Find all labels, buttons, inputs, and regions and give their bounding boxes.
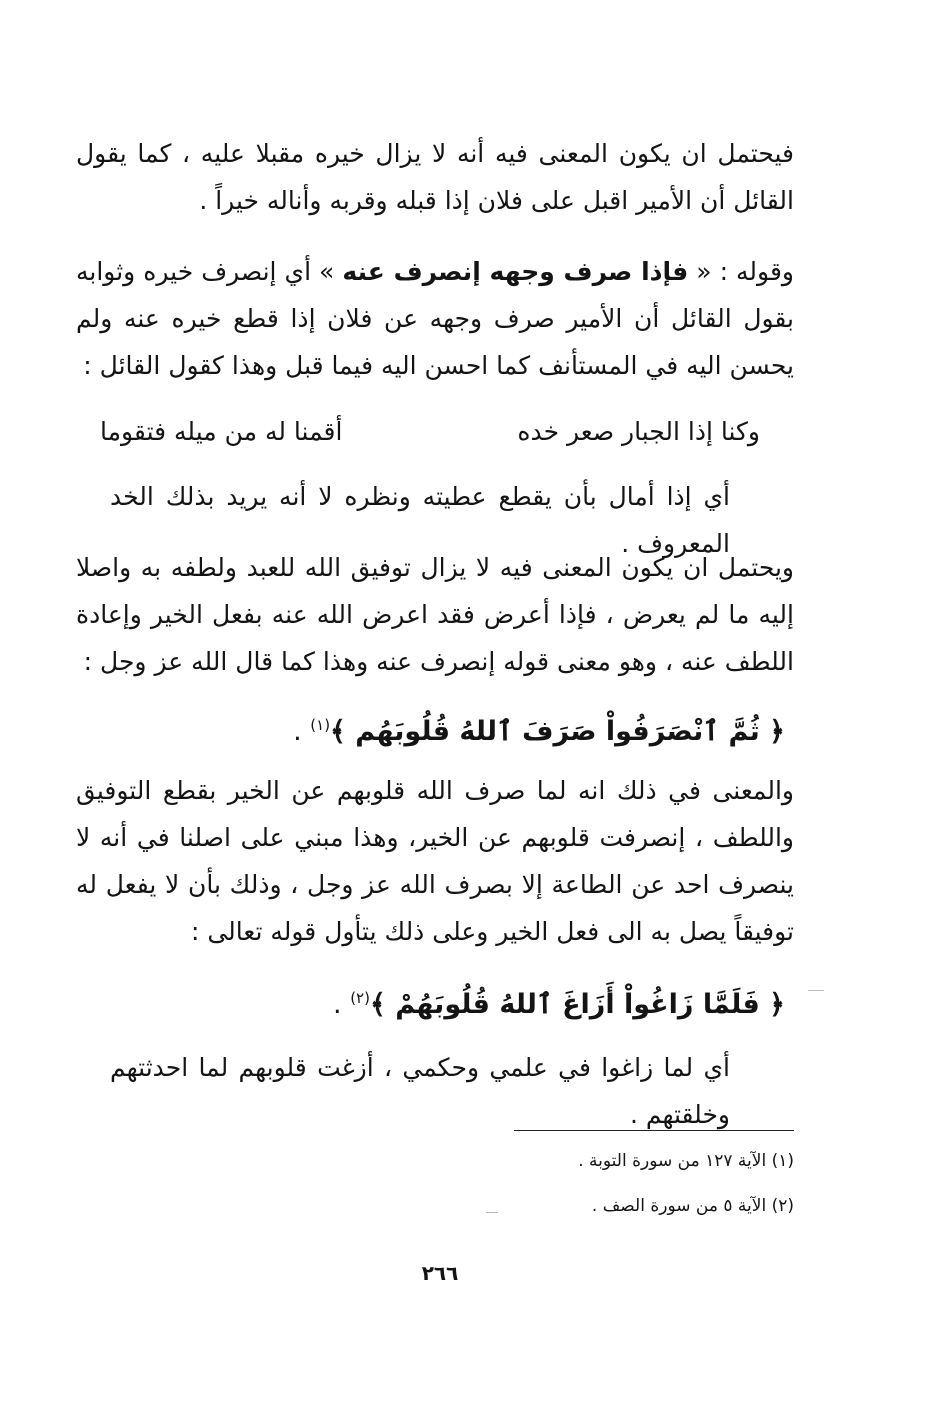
poem-verse [100, 408, 760, 456]
paragraph-2 [76, 248, 794, 389]
quran-verse-2-end: . [333, 989, 351, 1020]
quran-verse-1-text: ﴿ ثُمَّ ٱنْصَرَفُواْ صَرَفَ ٱللهُ قُلُوبَهُم ﴾ [330, 716, 785, 747]
poem-first-hemistich: وكنا إذا الجبار صعر خده [517, 417, 760, 446]
footnote-1: (١) الآية ١٢٧ من سورة التوبة . [578, 1151, 794, 1171]
footnote-2: (٢) الآية ٥ من سورة الصف . [591, 1196, 794, 1216]
quran-verse-2-text: ﴿ فَلَمَّا زَاغُواْ أَزَاغَ ٱللهُ قُلُوبَهُمْ ﴾ [369, 989, 785, 1020]
paragraph-4: ويحتمل ان يكون المعنى فيه لا يزال توفيق الله للعبد ولطفه به واصلا إليه ما لم يعرض ، فإذا أعرض فقد اعرض الله عنه بفعل الخير وإعادة اللطف عنه ، وهو معنى قوله إنصرف عنه وهذا كما قال الله عز وجل : [76, 553, 794, 676]
footnote-ref-1: (١) [310, 716, 331, 734]
scan-speck [486, 1212, 498, 1213]
quoted-hadith: فإذا صرف وجهه إنصرف عنه [342, 257, 689, 286]
paragraph-2-rest: » أي إنصرف خيره وثوابه بقول القائل أن الأمير صرف وجهه عن فلان إذا قطع خيره عنه ولم يحسن اليه في المستأنف كما احسن اليه فيما قبل وهذا كقول القائل : [76, 257, 794, 380]
paragraph-5: والمعنى في ذلك انه لما صرف الله قلوبهم عن الخير بقطع التوفيق واللطف ، إنصرفت قلوبهم عن الخير، وهذا مبني على اصلنا في أنه لا ينصرف احد عن الطاعة إلا بصرف الله عز وجل ، وذلك بأن لا يفعل له توفيقاً يصل به الى فعل الخير وعلى ذلك يتأول قوله تعالى : [76, 776, 794, 946]
quran-verse-1-end: . [293, 716, 311, 747]
paragraph-2-lead: وقوله : « [688, 257, 794, 286]
footnote-ref-2: (٢) [350, 989, 370, 1007]
footnote-separator [514, 1130, 794, 1131]
scan-speck [808, 990, 824, 991]
paragraph-6: أي لما زاغوا في علمي وحكمي ، أزغت قلوبهم لما احدثتهم وخلقتهم . [110, 1053, 730, 1129]
page-number: ٢٦٦ [421, 1261, 459, 1285]
quran-verse-2 [333, 973, 785, 1030]
quran-verse-1 [293, 700, 785, 757]
poem-second-hemistich: أقمنا له من ميله فتقوما [100, 417, 343, 446]
paragraph-3: أي إذا أمال بأن يقطع عطيته ونظره لا أنه يريد بذلك الخد المعروف . [110, 482, 730, 558]
paragraph-1: فيحتمل ان يكون المعنى فيه أنه لا يزال خيره مقبلا عليه ، كما يقول القائل أن الأمير اقبل على فلان إذا قبله وقربه وأناله خيراً . [76, 139, 794, 215]
